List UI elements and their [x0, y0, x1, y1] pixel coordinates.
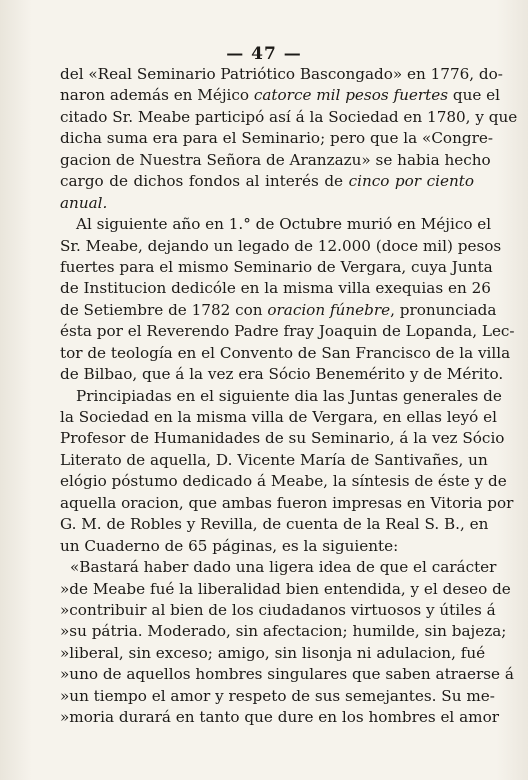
text-run: Al siguiente año en 1.° de Octubre murió en Méjico el	[76, 215, 492, 234]
text-line	[60, 278, 491, 299]
text-line	[60, 64, 503, 85]
text-line	[60, 514, 489, 535]
text-line	[60, 150, 491, 171]
text-run: »contribuir al bien de los ciudadanos virtuosos y útiles á	[60, 600, 496, 619]
text-run: tor de teología en el Convento de San Francisco de la villa	[60, 343, 511, 362]
text-line	[60, 214, 492, 235]
text-run: fuertes para el mismo Seminario de Vergara, cuya Junta	[60, 257, 493, 276]
text-run: , pronunciada	[390, 300, 497, 319]
text-run: ésta por el Reverendo Padre fray Joaquin de Lopanda, Lec-	[60, 322, 515, 341]
text-line	[60, 686, 495, 707]
text-run: »de Meabe fué la liberalidad bien entendida, y el deseo de	[60, 579, 511, 598]
text-line	[60, 600, 496, 621]
page-number: — 47 —	[226, 44, 302, 64]
text-line	[60, 257, 493, 278]
text-line	[60, 364, 504, 385]
text-run: Profesor de Humanidades de su Seminario, á la vez Sócio	[60, 429, 505, 448]
text-run: »un tiempo el amor y respeto de sus semejantes. Su me-	[60, 686, 495, 705]
text-run: gacion de Nuestra Señora de Aranzazu» se habia hecho	[60, 150, 491, 169]
text-run: del «Real Seminario Patriótico Bascongado» en 1776, do-	[60, 65, 503, 83]
text-run: G. M. de Robles y Revilla, de cuenta de la Real S. B., en	[60, 515, 489, 534]
text-run: »liberal, sin exceso; amigo, sin lisonja ni adulacion, fué	[60, 643, 486, 662]
text-run: la Sociedad en la misma villa de Vergara, en ellas leyó el	[60, 408, 497, 426]
text-run: naron además en Méjico	[60, 86, 254, 105]
text-line	[60, 643, 486, 664]
text-line	[60, 107, 518, 128]
text-line	[60, 664, 514, 685]
text-line	[60, 300, 497, 321]
text-line	[60, 343, 511, 364]
body-text	[60, 64, 518, 729]
italic-run: anual.	[60, 193, 108, 212]
text-run: un Cuaderno de 65 páginas, es la siguiente:	[60, 536, 399, 555]
text-line	[60, 171, 474, 192]
text-run: aquella oracion, que ambas fueron impresas en Vitoria por	[60, 493, 514, 512]
text-run: que el	[448, 86, 501, 105]
text-run: elógio póstumo dedicado á Meabe, la síntesis de éste y de	[60, 472, 507, 491]
text-run: de Bilbao, que á la vez era Sócio Benemérito y de Mérito.	[60, 365, 504, 384]
italic-run: cinco por ciento	[348, 172, 474, 191]
text-run: dicha suma era para el Seminario; pero que la «Congre-	[60, 129, 493, 148]
text-run: Sr. Meabe, dejando un legado de 12.000 (doce mil) pesos	[60, 236, 502, 255]
text-line	[60, 321, 515, 342]
text-line	[60, 493, 514, 514]
text-run: Principiadas en el siguiente dia las Juntas generales de	[76, 386, 502, 405]
text-line	[60, 450, 488, 471]
text-line	[60, 128, 493, 149]
text-line	[60, 557, 497, 578]
italic-run: oracion fúnebre	[267, 300, 391, 319]
text-run: de Setiembre de 1782 con	[60, 300, 268, 319]
text-run: de Institucion dedicóle en la misma villa exequias en 26	[60, 279, 491, 298]
text-line	[60, 621, 507, 642]
text-line	[60, 386, 502, 407]
text-line	[60, 536, 474, 557]
text-run: Literato de aquella, D. Vicente María de Santivañes, un	[60, 450, 488, 469]
italic-run: catorce mil pesos fuertes	[253, 86, 449, 105]
text-line	[60, 428, 505, 449]
text-line	[60, 471, 507, 492]
text-run: »su pátria. Moderado, sin afectacion; humilde, sin bajeza;	[60, 622, 507, 641]
text-line	[60, 707, 499, 728]
text-line	[60, 85, 501, 106]
text-run: cargo de dichos fondos al interés de	[60, 172, 349, 191]
text-line	[60, 236, 502, 257]
text-line	[60, 579, 511, 600]
text-run: citado Sr. Meabe participó así á la Sociedad en 1780, y que	[60, 107, 518, 126]
text-run: »moria durará en tanto que dure en los hombres el amor	[60, 708, 499, 727]
text-run: «Bastará haber dado una ligera idea de que el carácter	[70, 558, 497, 577]
text-line	[60, 407, 497, 428]
text-run: »uno de aquellos hombres singulares que saben atraerse á	[60, 665, 514, 684]
text-line	[60, 193, 474, 214]
